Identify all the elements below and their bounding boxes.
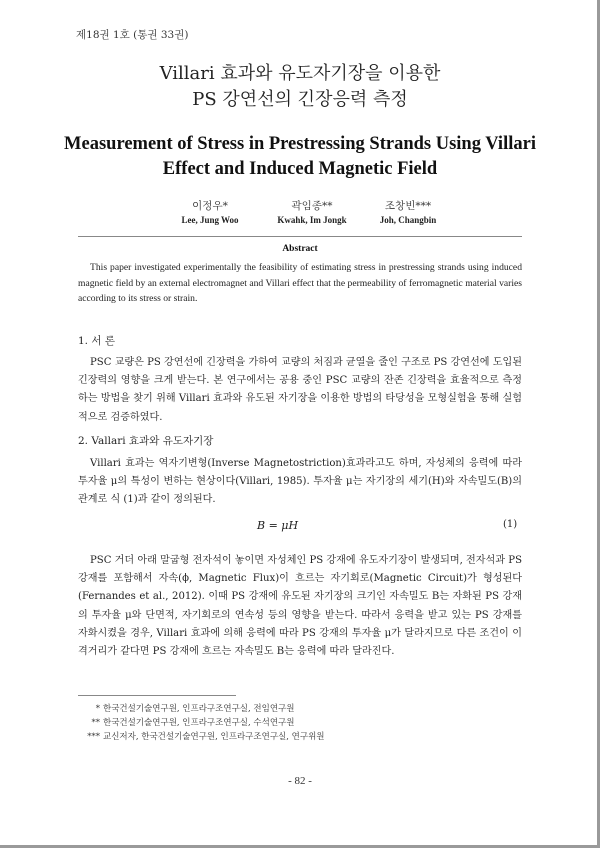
- footnote-1: [78, 703, 294, 715]
- page-number: - 82 -: [288, 775, 312, 787]
- author-2-english-name: Kwahk, Im Jongk: [277, 215, 347, 225]
- footnote-3-text: 교신저자, 한국건설기술연구원, 인프라구조연구실, 연구위원: [103, 732, 325, 742]
- author-1-english-name: Lee, Jung Woo: [181, 215, 239, 225]
- author-3-korean-name: 조창빈***: [384, 200, 432, 212]
- footnote-1-text: 한국건설기술연구원, 인프라구조연구실, 전임연구원: [103, 704, 295, 714]
- korean-title-line-2: PS 강연선의 긴장응력 측정: [192, 89, 408, 110]
- author-2-korean-name: 곽임종**: [291, 200, 333, 212]
- equation-expression: B = μH: [257, 519, 299, 532]
- abstract-heading: Abstract: [282, 244, 318, 254]
- journal-issue-header: 제18권 1호 (통권 33권): [76, 29, 189, 41]
- section-2-paragraph-1: Villari 효과는 역자기변형(Inverse Magnetostriction)효과라고도 하며, 자성체의 응력에 따라 투자율 μ의 특성이 변하는 현상이다(Villari, 1985). 투자율 μ는 자기장의 세기(H)와 자속밀도(B)의 관계로 식 (1)과 같이 정의된다.: [78, 458, 522, 506]
- footnote-1-mark: *: [95, 704, 100, 714]
- author-3-english-name: Joh, Changbin: [379, 215, 437, 225]
- section-1-heading: 1. 서 론: [78, 335, 115, 347]
- abstract-body: This paper investigated experimentally the feasibility of estimating stress in prestressing strands using induced magnetic field by an external electromagnet and Villari effect that the permeability of ferromagnetic material varies according to its stress or strain.: [78, 262, 522, 304]
- footnote-2-mark: **: [91, 718, 100, 728]
- english-title-line-2: Effect and Induced Magnetic Field: [162, 159, 438, 179]
- author-1-korean-name: 이정우*: [192, 200, 228, 212]
- section-2-paragraph-2: PSC 거더 아래 말굽형 전자석이 놓이면 자성체인 PS 강재에 유도자기장이 발생되며, 전자석과 PS 강재를 포함해서 자속(ϕ, Magnetic Flux)이 흐르는 자기회로(Magnetic Circuit)가 형성된다(Fernandes et al., 2012). 이때 PS 강재에 유도된 자기장의 크기인 자속밀도 B는 자화된 PS 강재의 투자율 μ와 단면적, 자기회로의 연속성 등의 영향을 받는다. 따라서 응력을 받고 있는 PS 강재를 자화시켰을 경우, Villari 효과에 의해 응력에 따라 PS 강재의 투자율 μ가 달라지므로 다른 조건이 이격거리가 같다면 PS 강재에 흐르는 자속밀도 B는 응력에 따라 달라진다.: [78, 555, 522, 658]
- section-1-paragraph: PSC 교량은 PS 강연선에 긴장력을 가하여 교량의 처짐과 균열을 줄인 구조로 PS 강연선에 도입된 긴장력의 영향을 크게 받는다. 본 연구에서는 공용 중인 PSC 교량의 잔존 긴장력을 효율적으로 측정하는 방법을 찾기 위해 Villari 효과와 유도된 자기장을 이용한 방법의 타당성을 모형실험을 통해 실험적으로 검증하였다.: [78, 357, 522, 423]
- abstract-divider: [78, 236, 522, 237]
- korean-title-line-1: Villari 효과와 유도자기장을 이용한: [159, 63, 441, 84]
- english-title-line-1: Measurement of Stress in Prestressing Strands Using Villari: [64, 134, 536, 154]
- footnote-3-mark: ***: [87, 732, 100, 742]
- section-2-heading: 2. Vallari 효과와 유도자기장: [78, 435, 214, 447]
- footnote-2: [78, 717, 294, 729]
- equation-number: (1): [503, 519, 518, 530]
- footnote-divider: [78, 695, 236, 696]
- author-3: [338, 199, 478, 227]
- footnote-2-text: 한국건설기술연구원, 인프라구조연구실, 수석연구원: [103, 718, 295, 728]
- footnote-3: [78, 731, 325, 743]
